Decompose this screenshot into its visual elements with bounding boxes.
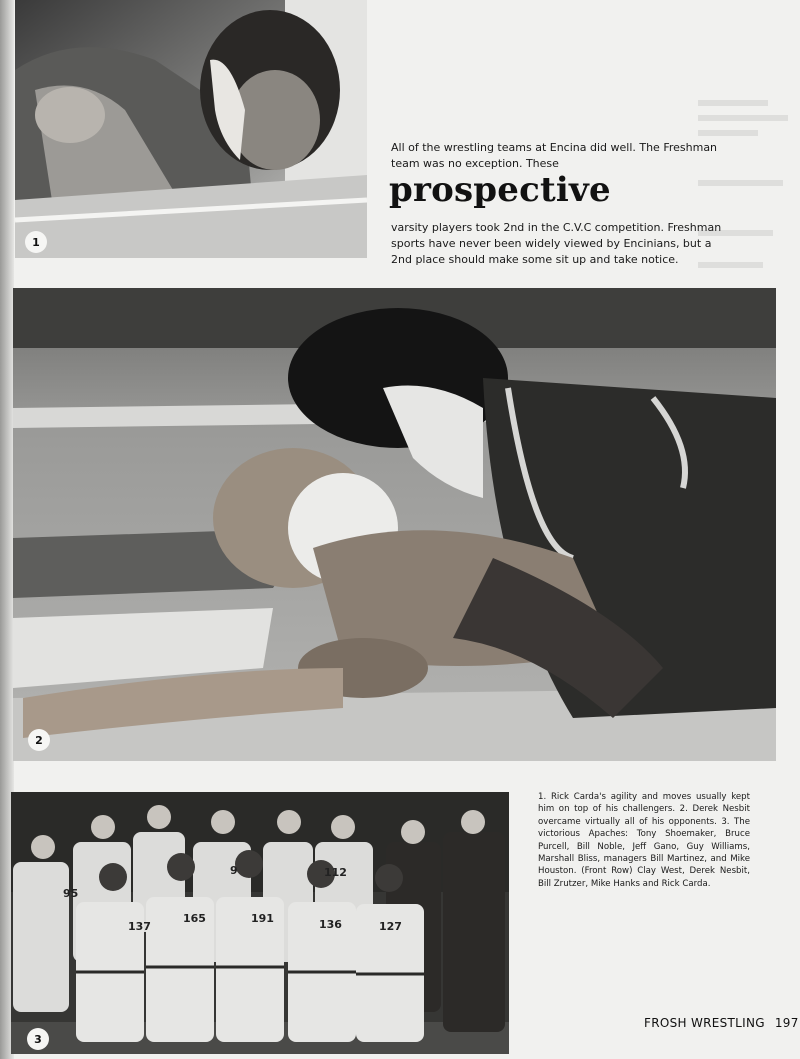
section-title: FROSH WRESTLING xyxy=(644,1016,765,1030)
jersey-number: 112 xyxy=(324,866,347,879)
jersey-number: 95 xyxy=(63,887,79,900)
headline: prospective xyxy=(389,170,611,210)
wrestling-photo-2 xyxy=(13,288,776,761)
photo-number-2: 2 xyxy=(28,729,50,751)
jersey-number: 127 xyxy=(379,920,402,933)
wrestling-photo-1 xyxy=(15,0,367,258)
wrestling-photo-1-image xyxy=(15,0,367,258)
page-number: 197 xyxy=(774,1016,799,1030)
jersey-number: 165 xyxy=(183,912,206,925)
photo-caption: 1. Rick Carda's agility and moves usually kept him on top of his challengers. 2. Derek Nesbit overcame virtually all of his opponents. 3. The victorious Apaches: Tony Shoemaker, Bruce Purcell, Bill Noble, Jeff Gano, Guy Williams, Marshall Bliss, managers Bill Martinez, and Mike Houston. (Front Row) Clay West, Derek Nesbit, Bill Zrutzer, Mike Hanks and Rick Carda. xyxy=(538,792,750,889)
shorts-number: 165 xyxy=(156,986,179,999)
photo-number-1: 1 xyxy=(25,231,47,253)
team-photo-3-image xyxy=(11,792,509,1054)
jersey-number: 9 xyxy=(230,864,238,877)
jersey-number: 136 xyxy=(319,918,342,931)
team-photo-3 xyxy=(11,792,509,1054)
jersey-number: 137 xyxy=(128,920,151,933)
intro-text-bottom: varsity players took 2nd in the C.V.C competition. Freshman sports have never been widely viewed by Encinians, but a 2nd place should make some sit up and take notice. xyxy=(391,221,722,266)
intro-text-top: All of the wrestling teams at Encina did well. The Freshman team was no exception. These xyxy=(391,141,718,170)
wrestling-photo-2-image xyxy=(13,288,776,761)
page-footer xyxy=(644,1016,799,1030)
jersey-number: 191 xyxy=(251,912,274,925)
photo-number-3: 3 xyxy=(27,1028,49,1050)
